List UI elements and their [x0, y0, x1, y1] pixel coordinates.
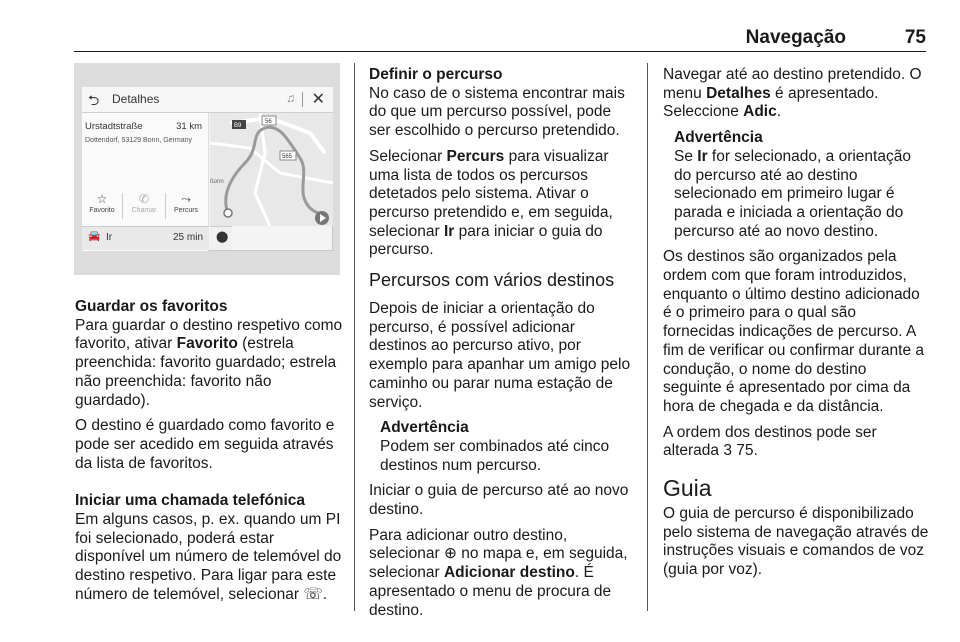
section-title: Navegação [745, 27, 846, 48]
term-ir: Ir [443, 222, 455, 240]
paragraph [369, 527, 635, 621]
routes-button [166, 191, 206, 225]
routes-label: Percurs [173, 207, 199, 214]
eta: 25 min [172, 232, 203, 243]
text: é apresentado. Seleccione [663, 84, 879, 121]
text: . [322, 585, 328, 603]
screen-topbar [82, 87, 333, 113]
text: Para adicionar outro destino, selecionar [369, 526, 568, 563]
close-icon: ✕ [311, 91, 325, 108]
favorite-button [82, 191, 122, 225]
pin-icon: ⬤ [216, 231, 229, 243]
text: . [776, 103, 782, 121]
column-3 [663, 66, 929, 587]
page-number: 75 [904, 27, 926, 48]
back-icon: ⮌ [88, 92, 100, 108]
navigation-screenshot [74, 63, 340, 275]
text: (estrela preenchida: favorito guardado; estrela não preenchida: favorito não guardado). [75, 335, 337, 409]
favorite-label: Favorito [89, 207, 115, 214]
add-icon: ⊕ [443, 545, 457, 563]
start-marker [224, 209, 232, 217]
text: Se [674, 147, 698, 165]
text: para visualizar uma lista de todos os percursos detetados pelo sistema. Ativar o percurso pretendido e, em seguida, selecionar [369, 147, 613, 240]
music-icon: ♫ [286, 91, 295, 105]
term-add-destination: Adicionar destino [443, 564, 575, 582]
text: A ordem dos destinos pode ser alterada [663, 423, 877, 460]
text: no mapa e, em seguida, selecionar [369, 545, 628, 582]
note-title: Advertência [380, 419, 469, 437]
heading-save-favorites: Guardar os favoritos [75, 298, 228, 315]
map-label-565: 565 [282, 154, 293, 160]
phone-icon: ✆ [138, 192, 150, 206]
distance: 31 km [176, 121, 202, 132]
paragraph [75, 511, 345, 605]
paragraph [75, 317, 345, 411]
star-icon: ☆ [96, 192, 108, 206]
text: Selecionar [369, 147, 447, 165]
divider [122, 193, 123, 219]
text: para iniciar o guia do percurso. [369, 222, 603, 259]
column-1 [75, 298, 345, 612]
paragraph: Os destinos são organizados pela ordem com que foram introduzidos, enquanto o último destino adicionado é o primeiro para o qual são fornecidas indicações de percurso. A fim de verificar ou confirmar durante a condução, o nome do destino seguinte é apresentado por cima da hora de chegada e da distância. [663, 248, 925, 415]
heading-phone-call: Iniciar uma chamada telefónica [75, 492, 306, 510]
call-button [124, 191, 164, 225]
phone-icon: ☏ [303, 585, 323, 603]
paragraph [663, 424, 929, 461]
text: . É apresentado o menu de procura de destino. [369, 564, 612, 619]
call-label: Chamar [131, 207, 157, 214]
screen-title: Detalhes [112, 92, 160, 106]
paragraph: Iniciar o guia de percurso até ao novo destino. [369, 482, 629, 519]
column-divider [354, 63, 355, 611]
text: Navegar até ao destino pretendido. O menu [663, 66, 922, 102]
go-label: Ir [106, 232, 113, 243]
term-percurs: Percurs [446, 147, 505, 165]
heading-define-route: Definir o percurso [369, 66, 503, 83]
address: Dottendorf, 53129 Bonn, Germany [85, 137, 193, 144]
map-label-city: ßonn [210, 179, 224, 185]
note [369, 419, 635, 475]
term-adic: Adic [743, 103, 777, 121]
text: Para guardar o destino respetivo como favorito, ativar [75, 316, 343, 353]
paragraph [369, 148, 635, 260]
map-label-b9: B9 [234, 123, 242, 129]
page-header [74, 27, 926, 52]
map-label-56: 56 [265, 119, 272, 125]
car-icon: 🚘 [88, 231, 101, 242]
paragraph: Depois de iniciar a orientação do percurso, é possível adicionar destinos ao percurso ativo, por exemplo para apanhar um amigo pelo caminho ou parar numa estação de serviço. [369, 300, 631, 411]
paragraph: O guia de percurso é disponibilizado pelo sistema de navegação através de instruções visuais e comandos de voz (guia por voz). [663, 505, 929, 579]
paragraph: No caso de o sistema encontrar mais do que um percurso possível, pode ser escolhido o percurso pretendido. [369, 84, 625, 140]
note-text: Podem ser combinados até cinco destinos num percurso. [380, 437, 610, 474]
term-detalhes: Detalhes [706, 84, 771, 102]
page-reference-link[interactable]: 3 75 [723, 442, 754, 460]
column-divider [647, 63, 648, 611]
text: for selecionado, a orientação do percurso até ao destino selecionado em primeiro lugar é parada e iniciada a orientação do percurso até ao novo destino. [674, 147, 911, 240]
divider [302, 92, 303, 107]
note [663, 129, 929, 241]
route-icon: ⤳ [181, 192, 191, 206]
term-ir: Ir [697, 147, 708, 165]
go-button [82, 226, 209, 250]
heading-multi-destinations: Percursos com vários destinos [369, 270, 615, 291]
note-text [674, 148, 929, 242]
paragraph: O destino é guardado como favorito e pode ser acedido em seguida através da lista de favoritos. [75, 417, 335, 472]
text: Em alguns casos, p. ex. quando um PI foi selecionado, poderá estar disponível um número de telemóvel do destino respetivo. Para ligar para este número de telemóvel, selecionar [75, 511, 342, 603]
term-favorito: Favorito [176, 335, 238, 353]
pin-button [210, 226, 232, 250]
text: . [753, 442, 758, 460]
street-name: Urstadtstraße [85, 121, 143, 132]
note-title: Advertência [674, 129, 763, 147]
heading-guia: Guia [663, 475, 712, 502]
route-map [210, 113, 333, 226]
column-2 [369, 66, 635, 627]
paragraph [663, 66, 929, 122]
